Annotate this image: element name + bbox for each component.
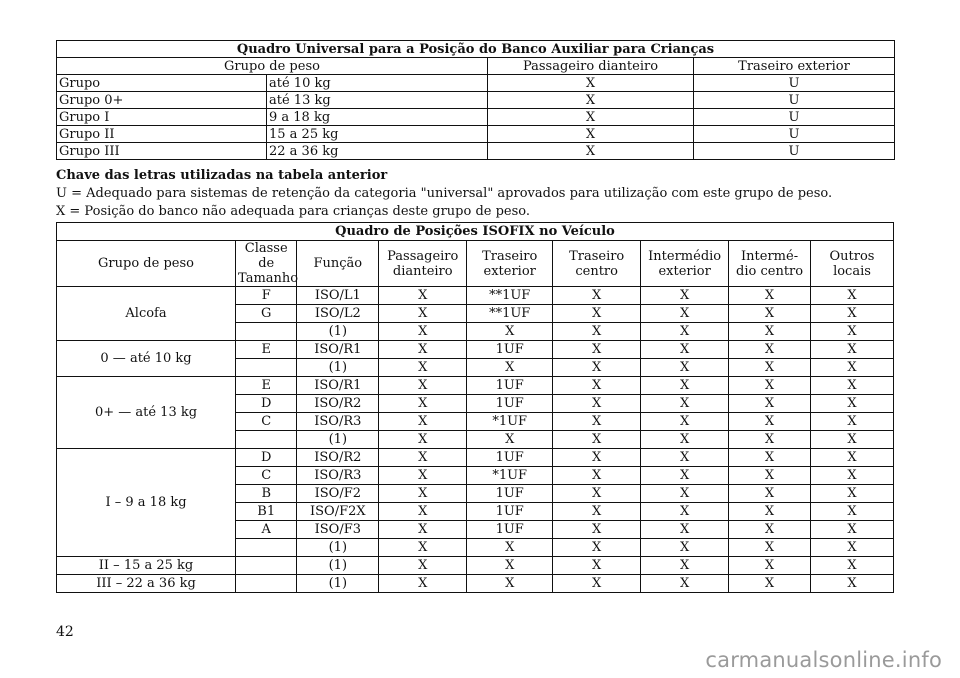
table-cell: ISO/L2 [297, 305, 379, 323]
table-cell: X [379, 323, 467, 341]
table-cell: X [641, 359, 729, 377]
header-cell: Traseiro exterior [694, 58, 895, 75]
key-x-line: X = Posição do banco não adequada para crianças deste grupo de peso. [56, 204, 531, 219]
table-cell: X [641, 395, 729, 413]
table-cell: (1) [297, 557, 379, 575]
table-cell: X [553, 539, 641, 557]
table-cell: 1UF [467, 449, 553, 467]
group-label: 0+ — até 13 kg [57, 377, 236, 449]
table-title: Quadro de Posições ISOFIX no Veículo [57, 223, 894, 241]
table-cell: X [810, 305, 893, 323]
table-cell: U [694, 143, 895, 160]
table-cell: X [379, 557, 467, 575]
table-cell: X [379, 305, 467, 323]
table-cell: ISO/F2X [297, 503, 379, 521]
table-cell: X [553, 413, 641, 431]
header-row [57, 58, 895, 75]
table-cell: 9 a 18 kg [267, 109, 488, 126]
table-cell: E [236, 377, 297, 395]
universal-seat-table [56, 40, 895, 160]
table-cell: X [641, 305, 729, 323]
header-cell: Traseiro centro [553, 241, 641, 287]
table-cell: Grupo II [57, 126, 267, 143]
table-cell: X [729, 323, 811, 341]
group-label: I – 9 a 18 kg [57, 449, 236, 557]
table-cell: X [379, 485, 467, 503]
table-cell: U [694, 109, 895, 126]
table-cell: X [641, 431, 729, 449]
table-cell: X [467, 431, 553, 449]
header-cell: Função [297, 241, 379, 287]
table-cell: X [553, 557, 641, 575]
table-title: Quadro Universal para a Posição do Banco Auxiliar para Crianças [57, 41, 895, 58]
table-cell: 1UF [467, 395, 553, 413]
table-cell: X [729, 575, 811, 593]
table-cell: X [810, 467, 893, 485]
table-cell: ISO/R2 [297, 395, 379, 413]
table-cell: ISO/R1 [297, 341, 379, 359]
table-row [57, 377, 894, 395]
table-cell: (1) [297, 431, 379, 449]
key-u-line: U = Adequado para sistemas de retenção da categoria "universal" aprovados para utilização com este grupo de peso. [56, 186, 833, 201]
header-cell: Grupo de peso [57, 58, 488, 75]
table-cell: D [236, 449, 297, 467]
table-cell: X [641, 503, 729, 521]
table-cell: ISO/R3 [297, 413, 379, 431]
table-cell: X [810, 539, 893, 557]
table-cell [236, 431, 297, 449]
isofix-table [56, 222, 894, 593]
table-cell [236, 323, 297, 341]
page-number: 42 [56, 624, 74, 640]
table-cell: X [379, 503, 467, 521]
table-cell: X [810, 521, 893, 539]
table-cell: A [236, 521, 297, 539]
table-cell: X [810, 341, 893, 359]
table-cell [236, 359, 297, 377]
table-cell [236, 557, 297, 575]
table-cell: X [553, 359, 641, 377]
table-cell: X [641, 485, 729, 503]
table-cell: **1UF [467, 305, 553, 323]
table-cell: X [641, 377, 729, 395]
table-cell: X [379, 377, 467, 395]
table-cell: X [379, 431, 467, 449]
letter-key [56, 167, 896, 221]
table-cell: X [729, 431, 811, 449]
table-cell: Grupo [57, 75, 267, 92]
table-cell: X [379, 341, 467, 359]
table-cell: ISO/F2 [297, 485, 379, 503]
table-cell: 15 a 25 kg [267, 126, 488, 143]
header-cell: Intermé- dio centro [729, 241, 811, 287]
table-cell: 1UF [467, 485, 553, 503]
group-label: Alcofa [57, 287, 236, 341]
table-cell: X [379, 359, 467, 377]
table-cell: X [641, 539, 729, 557]
table-cell: C [236, 413, 297, 431]
table-cell: até 13 kg [267, 92, 488, 109]
table-row [57, 92, 895, 109]
table-cell: X [641, 557, 729, 575]
table-cell: X [810, 395, 893, 413]
table-cell: ISO/L1 [297, 287, 379, 305]
table-cell: X [488, 109, 694, 126]
table-cell: X [379, 413, 467, 431]
table-cell: F [236, 287, 297, 305]
table-cell: B [236, 485, 297, 503]
watermark[interactable]: carmanualsonline.info [705, 648, 942, 672]
table-cell: X [379, 539, 467, 557]
table-cell: B1 [236, 503, 297, 521]
table-cell: X [641, 413, 729, 431]
table-cell: X [553, 521, 641, 539]
table-cell: X [467, 359, 553, 377]
header-cell: Passageiro dianteiro [379, 241, 467, 287]
header-cell: Grupo de peso [57, 241, 236, 287]
table-cell: X [641, 323, 729, 341]
table-cell [236, 575, 297, 593]
table-cell: 1UF [467, 341, 553, 359]
table-cell: X [729, 413, 811, 431]
table-cell: X [810, 287, 893, 305]
table-cell: X [729, 557, 811, 575]
table-cell: C [236, 467, 297, 485]
header-cell: Traseiro exterior [467, 241, 553, 287]
table-cell: X [641, 467, 729, 485]
table-cell: X [553, 377, 641, 395]
table-cell: (1) [297, 539, 379, 557]
table-cell: E [236, 341, 297, 359]
header-cell: Classe de Tamanho [236, 241, 297, 287]
table-cell: 22 a 36 kg [267, 143, 488, 160]
table-cell: X [553, 323, 641, 341]
table-cell: X [729, 521, 811, 539]
table-cell: X [810, 431, 893, 449]
table-cell: X [553, 449, 641, 467]
table-cell: X [379, 467, 467, 485]
table-cell: X [729, 503, 811, 521]
table-cell: X [553, 287, 641, 305]
table-cell: X [379, 521, 467, 539]
table-cell: Grupo I [57, 109, 267, 126]
table-cell: X [379, 575, 467, 593]
group-label: 0 — até 10 kg [57, 341, 236, 377]
table-cell: X [641, 449, 729, 467]
table-cell: X [810, 503, 893, 521]
table-cell: X [553, 485, 641, 503]
table-cell: X [729, 305, 811, 323]
table-cell: D [236, 395, 297, 413]
header-row [57, 241, 894, 287]
header-cell: Passageiro dianteiro [488, 58, 694, 75]
table-cell [236, 539, 297, 557]
table-row [57, 449, 894, 467]
table-cell: (1) [297, 575, 379, 593]
table-cell: X [379, 449, 467, 467]
table-cell: **1UF [467, 287, 553, 305]
table-row [57, 341, 894, 359]
table-cell: X [553, 503, 641, 521]
table-cell: X [729, 395, 811, 413]
table-cell: X [467, 323, 553, 341]
table-cell: X [641, 287, 729, 305]
table-cell: X [553, 467, 641, 485]
table-cell: 1UF [467, 377, 553, 395]
table-row [57, 143, 895, 160]
table-cell: X [729, 539, 811, 557]
header-cell: Outros locais [810, 241, 893, 287]
table-cell: X [467, 557, 553, 575]
table-cell: ISO/R1 [297, 377, 379, 395]
table-row [57, 575, 894, 593]
table-cell: X [379, 287, 467, 305]
table-cell: X [729, 467, 811, 485]
table-cell: X [641, 341, 729, 359]
table-cell: Grupo III [57, 143, 267, 160]
table-cell: X [810, 449, 893, 467]
table-cell: (1) [297, 323, 379, 341]
table-cell: X [729, 341, 811, 359]
table-cell: X [729, 287, 811, 305]
table-row [57, 109, 895, 126]
table-cell: X [729, 485, 811, 503]
table-cell: (1) [297, 359, 379, 377]
table-row [57, 287, 894, 305]
table-cell: X [467, 575, 553, 593]
table-cell: X [553, 575, 641, 593]
table-cell: X [810, 323, 893, 341]
table-cell: U [694, 92, 895, 109]
table-cell: X [810, 359, 893, 377]
table-cell: ISO/F3 [297, 521, 379, 539]
table-cell: X [467, 539, 553, 557]
header-cell: Intermédio exterior [641, 241, 729, 287]
table-cell: X [810, 485, 893, 503]
table-row [57, 557, 894, 575]
table-cell: U [694, 75, 895, 92]
table-cell: até 10 kg [267, 75, 488, 92]
table-cell: X [810, 377, 893, 395]
table-cell: X [641, 521, 729, 539]
table-row [57, 75, 895, 92]
table-cell: *1UF [467, 467, 553, 485]
table-cell: ISO/R2 [297, 449, 379, 467]
table-row [57, 126, 895, 143]
table-cell: X [553, 431, 641, 449]
table-cell: X [729, 359, 811, 377]
table-cell: X [379, 395, 467, 413]
table-cell: *1UF [467, 413, 553, 431]
table-cell: X [810, 413, 893, 431]
table-cell: X [488, 75, 694, 92]
table-cell: ISO/R3 [297, 467, 379, 485]
table-cell: X [729, 449, 811, 467]
table-cell: 1UF [467, 521, 553, 539]
table-cell: X [729, 377, 811, 395]
table-cell: X [488, 143, 694, 160]
table-cell: G [236, 305, 297, 323]
table-cell: X [488, 126, 694, 143]
table-cell: X [553, 305, 641, 323]
table-cell: 1UF [467, 503, 553, 521]
group-label: III – 22 a 36 kg [57, 575, 236, 593]
table-cell: X [641, 575, 729, 593]
group-label: II – 15 a 25 kg [57, 557, 236, 575]
table-cell: X [553, 395, 641, 413]
table-cell: X [810, 575, 893, 593]
table-cell: Grupo 0+ [57, 92, 267, 109]
table-cell: X [810, 557, 893, 575]
table-cell: X [488, 92, 694, 109]
key-title: Chave das letras utilizadas na tabela anterior [56, 168, 388, 183]
table-cell: X [553, 341, 641, 359]
table-cell: U [694, 126, 895, 143]
